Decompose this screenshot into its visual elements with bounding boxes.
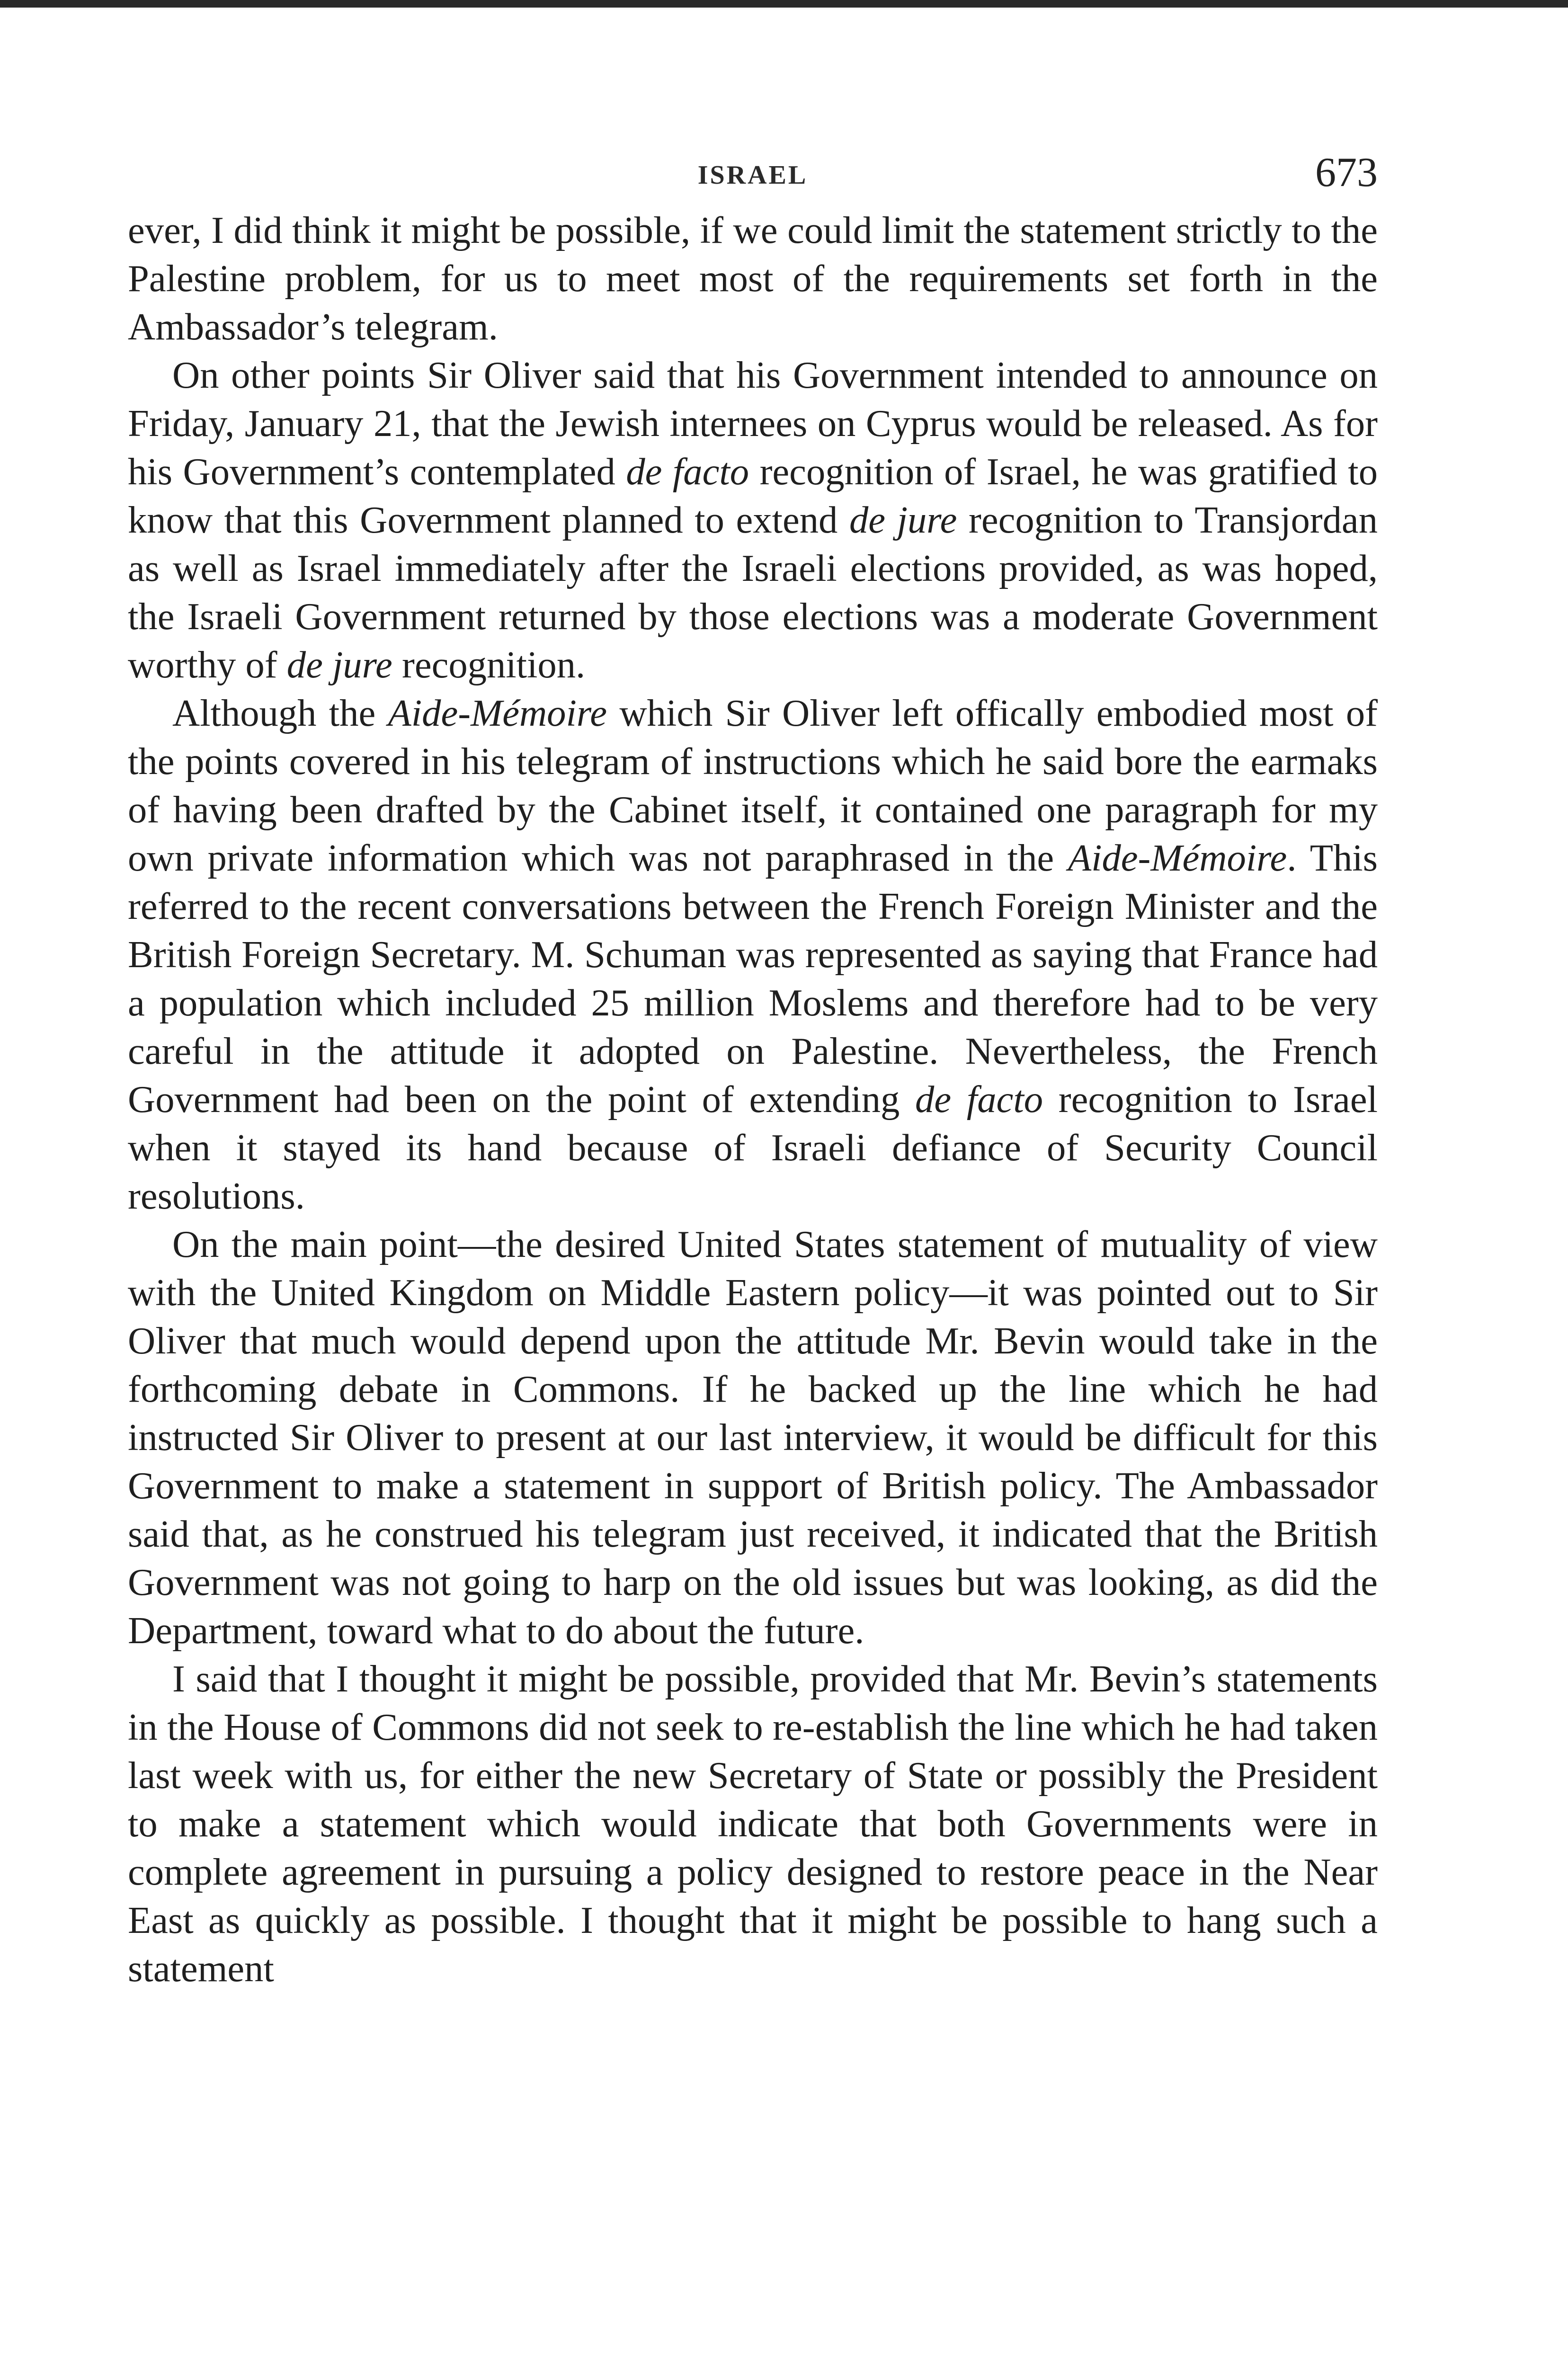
paragraph-continued xyxy=(128,206,1378,351)
text-segment: recognition of Israel, he was gratified to know that this Government planned to extend xyxy=(128,451,1378,541)
paragraph-statement xyxy=(128,1655,1378,1993)
text-segment: . This referred to the recent conversations between the French Foreign Minister and the British Foreign Secretary. M. Schuman was represented as saying that France had a population which included 25 million Moslems and therefore had to be very careful in the attitude it adopted on Palestine. Nevertheless, the French Government had been on the point of extending xyxy=(128,837,1378,1121)
paragraph-recognition xyxy=(128,351,1378,689)
italic-term: Aide-Mémoire xyxy=(388,692,607,734)
page-number: 673 xyxy=(1315,150,1378,196)
text-segment: which Sir Oliver left offically embodied most of the points covered in his telegram of instructions which he said bore the earmaks of having been drafted by the Cabinet itself, it contained one paragraph for my own private information which was not paraphrased in the xyxy=(128,692,1378,879)
italic-term: de facto xyxy=(915,1078,1043,1121)
italic-term: Aide-Mémoire xyxy=(1068,837,1287,879)
top-border xyxy=(0,0,1568,8)
text-segment: I said that I thought it might be possible, provided that Mr. Bevin’s statements in the House of Commons did not seek to re-establish the line which he had taken last week with us, for either the new Secretary of State or possibly the President to make a statement which would indicate that both Governments were in complete agreement in pursuing a policy designed to restore peace in the Near East as quickly as possible. I thought that it might be possible to hang such a statement xyxy=(128,1658,1378,1990)
text-segment: On other points Sir Oliver said that his Government intended to announce on Friday, January 21, that the Jewish internees on Cyprus would be released. As for his Government’s contemplated xyxy=(128,354,1378,493)
text-segment: ever, I did think it might be possible, if we could limit the statement strictly to the Palestine problem, for us to meet most of the requirements set forth in the Ambassador’s telegram. xyxy=(128,209,1378,348)
italic-term: de facto xyxy=(626,451,749,493)
document-page xyxy=(128,142,1378,1993)
paragraph-aide-memoire xyxy=(128,689,1378,1220)
text-segment: recognition to Transjordan as well as Israel immediately after the Israeli elections provided, as was hoped, the Israeli Government returned by those elections was a moderate Government worthy of xyxy=(128,499,1378,686)
text-segment: Although the xyxy=(172,692,388,734)
running-header xyxy=(128,142,1378,213)
italic-term: de jure xyxy=(286,644,392,686)
text-segment: recognition. xyxy=(392,644,586,686)
paragraph-main-point xyxy=(128,1220,1378,1655)
text-segment: recognition to Israel when it stayed its hand because of Israeli defiance of Security Council resolutions. xyxy=(128,1078,1378,1217)
italic-term: de jure xyxy=(849,499,957,541)
running-title: ISRAEL xyxy=(697,160,808,190)
text-segment: On the main point—the desired United States statement of mutuality of view with the United Kingdom on Middle Eastern policy—it was pointed out to Sir Oliver that much would depend upon the attitude Mr. Bevin would take in the forthcoming debate in Commons. If he backed up the line which he had instructed Sir Oliver to present at our last interview, it would be difficult for this Government to make a statement in support of British policy. The Ambassador said that, as he construed his telegram just received, it indicated that the British Government was not going to harp on the old issues but was looking, as did the Department, toward what to do about the future. xyxy=(128,1223,1378,1652)
body-text xyxy=(128,206,1378,1993)
